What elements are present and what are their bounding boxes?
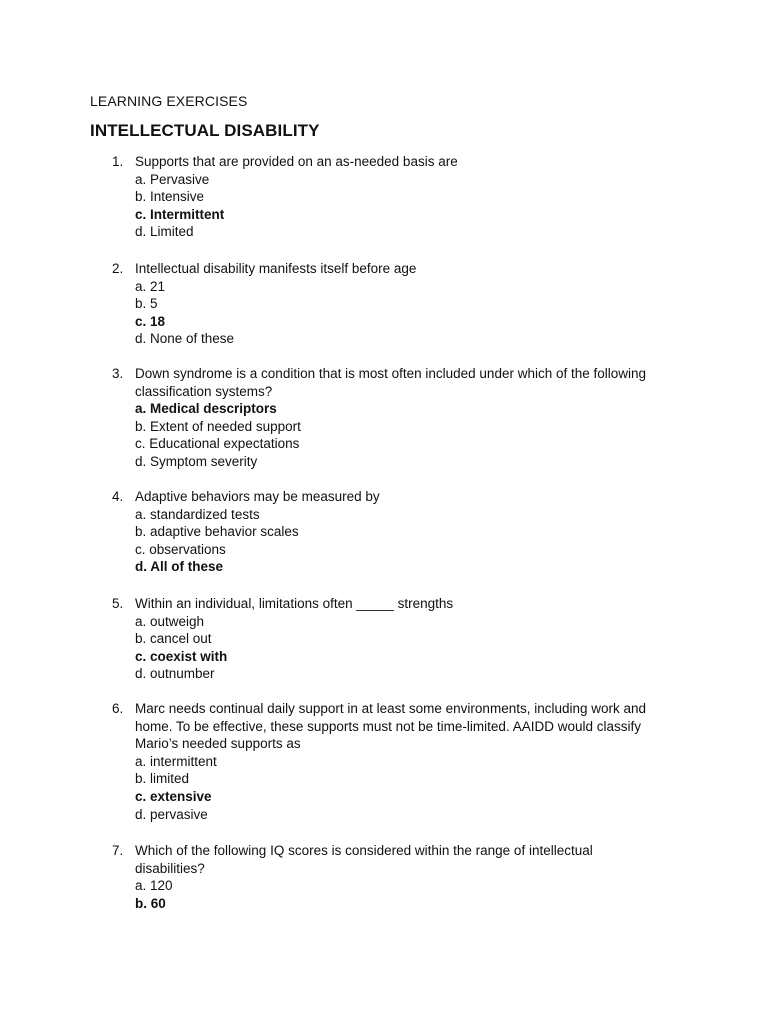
question-text: Intellectual disability manifests itself before age [135, 261, 417, 276]
option-b: b. cancel out [135, 631, 212, 647]
question-text-line-2: disabilities? [135, 860, 205, 876]
question-text: Supports that are provided on an as-needed basis are [135, 154, 458, 169]
question-text-line-3: Mario’s needed supports as [135, 736, 301, 752]
option-a: a. 21 [135, 278, 166, 294]
option-a-correct: a. Medical descriptors [135, 401, 277, 417]
option-c: c. Educational expectations [135, 436, 300, 452]
option-b: b. Intensive [135, 189, 205, 205]
option-d: d. Limited [135, 224, 194, 240]
question-number: 1. [112, 154, 124, 169]
option-d: d. None of these [135, 331, 235, 347]
question-4 [112, 488, 672, 576]
option-d: d. Symptom severity [135, 453, 258, 469]
question-text-line-1: Marc needs continual daily support in at least some environments, including work and [135, 701, 647, 716]
option-a: a. Pervasive [135, 171, 210, 187]
option-a: a. standardized tests [135, 506, 260, 522]
question-6 [112, 700, 672, 823]
option-c-correct: c. Intermittent [135, 206, 225, 222]
option-a: a. outweigh [135, 613, 205, 629]
question-number: 6. [112, 701, 124, 716]
option-b: b. 5 [135, 296, 158, 312]
option-a: a. 120 [135, 878, 173, 894]
option-a: a. intermittent [135, 753, 217, 769]
question-text: Adaptive behaviors may be measured by [135, 489, 380, 504]
option-c-correct: c. coexist with [135, 648, 228, 664]
question-3 [112, 365, 672, 471]
option-d: d. outnumber [135, 666, 215, 682]
question-5 [112, 595, 672, 683]
question-number: 3. [112, 366, 124, 381]
question-1 [112, 153, 672, 241]
option-c: c. observations [135, 541, 226, 557]
page-title: INTELLECTUAL DISABILITY [90, 121, 320, 140]
question-number: 5. [112, 596, 124, 611]
question-text-line-1: Which of the following IQ scores is considered within the range of intellectual [135, 843, 593, 858]
option-d: d. pervasive [135, 806, 208, 822]
question-text-line-2: home. To be effective, these supports must not be time-limited. AAIDD would classify [135, 718, 641, 734]
question-text: Within an individual, limitations often _____ strengths [135, 596, 454, 611]
option-d-correct: d. All of these [135, 559, 224, 575]
option-b: b. adaptive behavior scales [135, 524, 299, 540]
option-c-correct: c. 18 [135, 313, 166, 329]
option-c-correct: c. extensive [135, 788, 212, 804]
option-b-correct: b. 60 [135, 895, 166, 911]
question-text-line-1: Down syndrome is a condition that is most often included under which of the following [135, 366, 647, 381]
option-b: b. limited [135, 771, 190, 787]
question-7 [112, 842, 672, 912]
section-label: LEARNING EXERCISES [90, 93, 248, 109]
question-text-line-2: classification systems? [135, 383, 273, 399]
question-number: 4. [112, 489, 124, 504]
question-number: 2. [112, 261, 124, 276]
question-number: 7. [112, 843, 124, 858]
question-2 [112, 260, 672, 348]
option-b: b. Extent of needed support [135, 418, 301, 434]
